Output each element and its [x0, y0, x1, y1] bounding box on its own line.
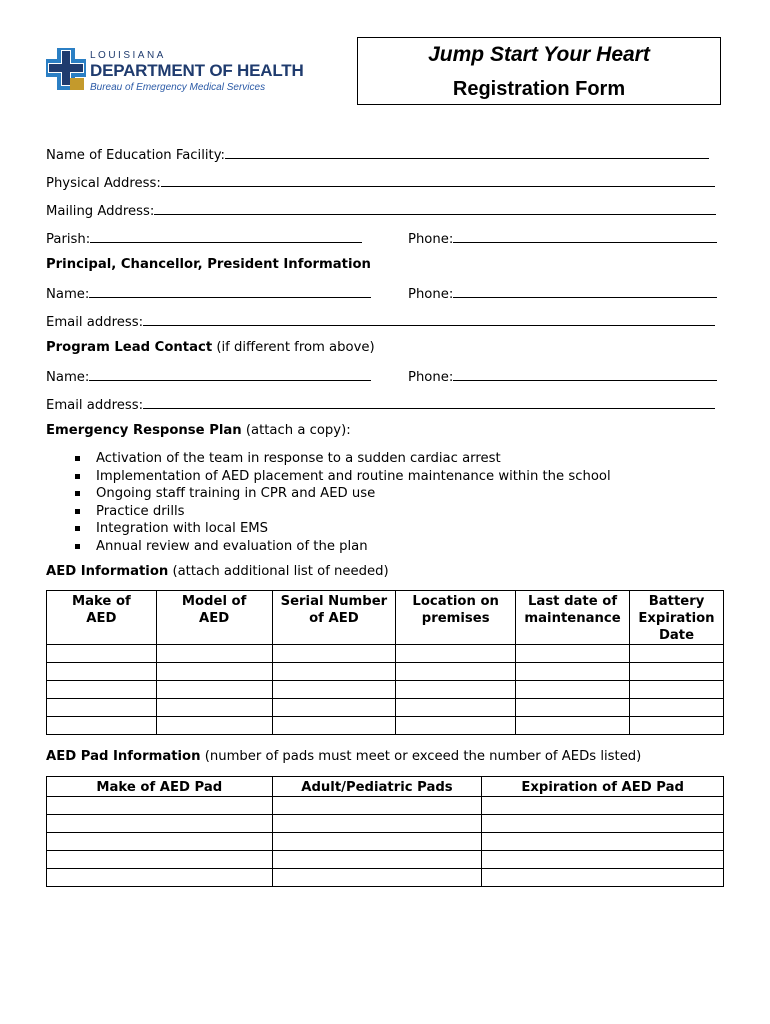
- principal-name-label: Name:: [46, 287, 90, 302]
- plan-heading-text: Emergency Response Plan: [46, 423, 242, 438]
- aed-header-row: [47, 591, 724, 645]
- lead-email-field[interactable]: [143, 396, 715, 409]
- aed-heading-text: AED Information: [46, 564, 169, 579]
- aed-col-make: Make of AED: [47, 591, 157, 645]
- table-cell[interactable]: [47, 645, 157, 663]
- table-row: [47, 797, 724, 815]
- table-row: [47, 663, 724, 681]
- aed-heading-note: (attach additional list of needed): [168, 564, 389, 579]
- aed-col-location: Location on premises: [396, 591, 516, 645]
- facility-phone-label: Phone:: [408, 232, 454, 247]
- pad-heading: [46, 749, 641, 764]
- table-cell[interactable]: [396, 699, 516, 717]
- plan-heading: [46, 423, 351, 438]
- principal-email-field[interactable]: [143, 313, 715, 326]
- lead-heading: [46, 340, 375, 355]
- pad-col-make: Make of AED Pad: [47, 777, 273, 797]
- mailing-address-field[interactable]: [154, 202, 716, 215]
- medical-cross-icon: [46, 48, 86, 92]
- aed-heading: [46, 564, 389, 579]
- principal-phone-label: Phone:: [408, 287, 454, 302]
- logo-department: DEPARTMENT OF HEALTH: [90, 61, 304, 80]
- table-cell[interactable]: [630, 717, 724, 735]
- plan-item: Integration with local EMS: [46, 520, 611, 538]
- principal-email-label: Email address:: [46, 315, 144, 330]
- principal-name-row: [46, 285, 371, 302]
- table-row: [47, 699, 724, 717]
- table-cell[interactable]: [272, 663, 396, 681]
- logo-state-name: LOUISIANA: [90, 50, 166, 61]
- plan-item: Ongoing staff training in CPR and AED use: [46, 485, 611, 503]
- aed-table: [46, 590, 724, 735]
- table-cell[interactable]: [156, 681, 272, 699]
- table-cell[interactable]: [630, 681, 724, 699]
- table-cell[interactable]: [272, 869, 482, 887]
- title-box: [357, 37, 721, 105]
- table-cell[interactable]: [630, 663, 724, 681]
- parish-label: Parish:: [46, 232, 91, 247]
- mailing-address-label: Mailing Address:: [46, 204, 155, 219]
- table-cell[interactable]: [156, 717, 272, 735]
- pad-col-expiration: Expiration of AED Pad: [482, 777, 724, 797]
- table-row: [47, 717, 724, 735]
- lead-heading-text: Program Lead Contact: [46, 340, 213, 355]
- plan-item: Practice drills: [46, 503, 611, 521]
- principal-heading-text: Principal, Chancellor, President Information: [46, 257, 371, 272]
- physical-address-field[interactable]: [161, 174, 715, 187]
- parish-row: [46, 230, 362, 247]
- principal-phone-row: [408, 285, 717, 302]
- table-cell[interactable]: [630, 645, 724, 663]
- form-subtitle: Registration Form: [452, 78, 626, 100]
- lead-phone-label: Phone:: [408, 370, 454, 385]
- table-row: [47, 851, 724, 869]
- mailing-address-row: [46, 202, 716, 219]
- pad-heading-note: (number of pads must meet or exceed the number of AEDs listed): [200, 749, 642, 764]
- principal-phone-field[interactable]: [453, 285, 717, 298]
- ldh-logo: [46, 48, 316, 98]
- table-cell[interactable]: [272, 699, 396, 717]
- principal-name-field[interactable]: [89, 285, 371, 298]
- table-cell[interactable]: [482, 797, 724, 815]
- table-cell[interactable]: [516, 717, 630, 735]
- facility-name-field[interactable]: [225, 146, 709, 159]
- plan-item: Activation of the team in response to a sudden cardiac arrest: [46, 450, 611, 468]
- table-cell[interactable]: [47, 815, 273, 833]
- table-cell[interactable]: [482, 869, 724, 887]
- table-cell[interactable]: [272, 681, 396, 699]
- table-cell[interactable]: [272, 797, 482, 815]
- physical-address-row: [46, 174, 715, 191]
- table-cell[interactable]: [272, 815, 482, 833]
- table-cell[interactable]: [482, 833, 724, 851]
- lead-heading-note: (if different from above): [212, 340, 375, 355]
- pad-header-row: [47, 777, 724, 797]
- table-cell[interactable]: [47, 663, 157, 681]
- table-cell[interactable]: [47, 717, 157, 735]
- table-cell[interactable]: [47, 869, 273, 887]
- physical-address-label: Physical Address:: [46, 176, 161, 191]
- lead-name-label: Name:: [46, 370, 90, 385]
- table-cell[interactable]: [47, 833, 273, 851]
- table-row: [47, 869, 724, 887]
- table-cell[interactable]: [516, 681, 630, 699]
- table-cell[interactable]: [47, 681, 157, 699]
- aed-col-serial: Serial Number of AED: [272, 591, 396, 645]
- form-title: Jump Start Your Heart: [428, 43, 650, 66]
- table-cell[interactable]: [272, 717, 396, 735]
- table-cell[interactable]: [272, 645, 396, 663]
- table-row: [47, 833, 724, 851]
- lead-phone-row: [408, 368, 717, 385]
- lead-email-row: [46, 396, 715, 413]
- logo-bureau: Bureau of Emergency Medical Services: [90, 82, 266, 93]
- pad-heading-text: AED Pad Information: [46, 749, 201, 764]
- lead-name-field[interactable]: [89, 368, 371, 381]
- pad-col-type: Adult/Pediatric Pads: [272, 777, 482, 797]
- lead-phone-field[interactable]: [453, 368, 717, 381]
- table-cell[interactable]: [47, 851, 273, 869]
- table-cell[interactable]: [482, 815, 724, 833]
- facility-phone-row: [408, 230, 717, 247]
- aed-col-battery: Battery Expiration Date: [630, 591, 724, 645]
- principal-email-row: [46, 313, 715, 330]
- table-cell[interactable]: [516, 645, 630, 663]
- pad-table: [46, 776, 724, 887]
- facility-name-label: Name of Education Facility:: [46, 148, 226, 163]
- table-cell[interactable]: [630, 699, 724, 717]
- table-cell[interactable]: [482, 851, 724, 869]
- table-cell[interactable]: [156, 645, 272, 663]
- plan-item: Annual review and evaluation of the plan: [46, 538, 611, 556]
- lead-email-label: Email address:: [46, 398, 144, 413]
- lead-name-row: [46, 368, 371, 385]
- table-cell[interactable]: [47, 797, 273, 815]
- table-cell[interactable]: [516, 699, 630, 717]
- plan-item: Implementation of AED placement and routine maintenance within the school: [46, 468, 611, 486]
- table-cell[interactable]: [396, 663, 516, 681]
- parish-field[interactable]: [90, 230, 362, 243]
- table-cell[interactable]: [156, 699, 272, 717]
- table-row: [47, 681, 724, 699]
- table-cell[interactable]: [272, 833, 482, 851]
- facility-name-row: [46, 146, 709, 163]
- table-cell[interactable]: [156, 663, 272, 681]
- table-row: [47, 815, 724, 833]
- principal-heading: [46, 257, 371, 272]
- plan-list: [46, 450, 611, 555]
- table-cell[interactable]: [396, 717, 516, 735]
- table-cell[interactable]: [516, 663, 630, 681]
- table-cell[interactable]: [272, 851, 482, 869]
- aed-col-maintenance: Last date of maintenance: [516, 591, 630, 645]
- table-row: [47, 645, 724, 663]
- facility-phone-field[interactable]: [453, 230, 717, 243]
- table-cell[interactable]: [47, 699, 157, 717]
- plan-heading-note: (attach a copy):: [241, 423, 351, 438]
- table-cell[interactable]: [396, 681, 516, 699]
- aed-col-model: Model of AED: [156, 591, 272, 645]
- table-cell[interactable]: [396, 645, 516, 663]
